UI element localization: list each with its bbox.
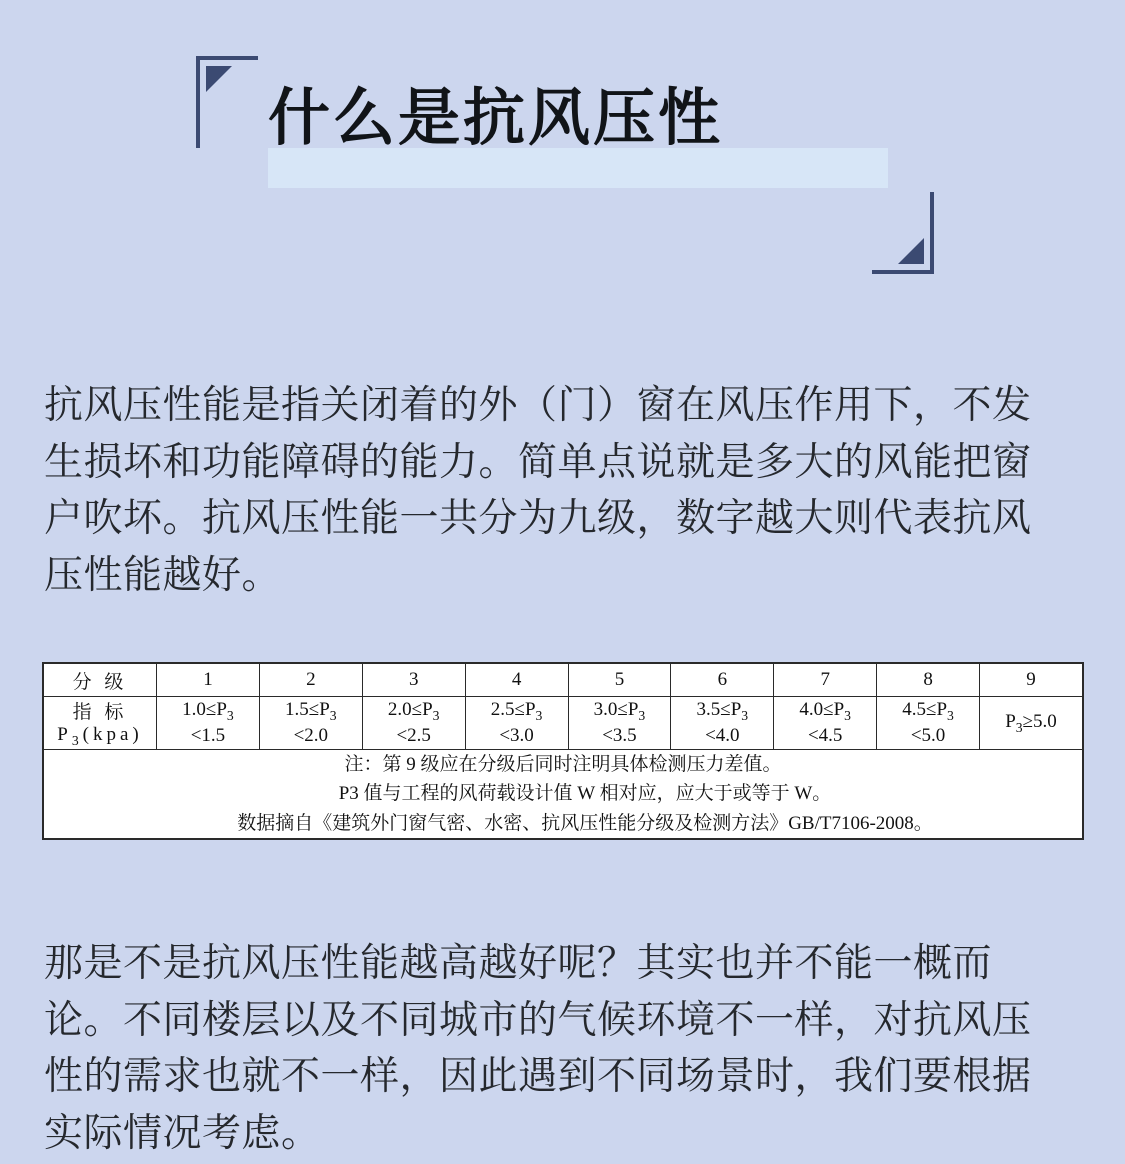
value-cell bbox=[465, 697, 568, 750]
grade-cell: 7 bbox=[774, 664, 877, 697]
value-cell bbox=[568, 697, 671, 750]
row-label-grade: 分 级 bbox=[44, 664, 157, 697]
value-upper: <2.5 bbox=[396, 724, 431, 746]
note-line-1: 注：第 9 级应在分级后同时注明具体检测压力差值。 bbox=[344, 753, 782, 775]
value-lower: $1.5\le P_3$ bbox=[285, 699, 337, 723]
value-upper: <4.5 bbox=[807, 724, 843, 746]
value-upper: <2.0 bbox=[293, 724, 329, 746]
table-row bbox=[44, 664, 1083, 697]
value-upper: <4.0 bbox=[705, 724, 740, 746]
intro-paragraph: 抗风压性能是指关闭着的外（门）窗在风压作用下，不发生损坏和功能障碍的能力。简单点说就是多大的风能把窗户吹坏。抗风压性能一共分为九级，数字越大则代表抗风压性能越好。 bbox=[44, 384, 1032, 597]
grade-cell: 3 bbox=[362, 664, 465, 697]
grade-cell: 4 bbox=[465, 664, 568, 697]
value-lower: $2.5\le P_3$ bbox=[490, 699, 543, 723]
table-note-row bbox=[44, 749, 1083, 838]
value-lower: $3.5\le P_3$ bbox=[696, 699, 749, 723]
value-cell bbox=[980, 697, 1083, 750]
grade-cell: 1 bbox=[157, 664, 260, 697]
note-line-2: P3 值与工程的风荷载设计值 W 相对应，应大于或等于 W。 bbox=[338, 783, 832, 805]
value-lower: $P_3\ge 5.0$ bbox=[1005, 710, 1057, 735]
outro-paragraph: 那是不是抗风压性能越高越好呢？其实也并不能一概而论。不同楼层以及不同城市的气候环境不一样，对抗风压性的需求也就不一样，因此遇到不同场景时，我们要根据实际情况考虑。 bbox=[44, 942, 1032, 1155]
value-upper: <1.5 bbox=[190, 724, 226, 746]
value-cell bbox=[157, 697, 260, 750]
row-label-index-line2: $P_3(kpa)$ bbox=[57, 724, 143, 748]
value-cell bbox=[877, 697, 980, 750]
table-notes bbox=[44, 749, 1083, 838]
note-line-3: 数据摘自《建筑外门窗气密、水密、抗风压性能分级及检测方法》GB/T7106-2008。 bbox=[237, 812, 933, 834]
grade-cell: 6 bbox=[671, 664, 774, 697]
value-cell bbox=[362, 697, 465, 750]
value-lower: $3.0\le P_3$ bbox=[593, 699, 646, 723]
value-upper: <5.0 bbox=[910, 724, 946, 746]
value-cell bbox=[671, 697, 774, 750]
row-label-index bbox=[44, 697, 157, 750]
wind-pressure-grade-table bbox=[42, 662, 1084, 840]
value-lower: $2.0\le P_3$ bbox=[387, 699, 440, 723]
value-lower: $4.0\le P_3$ bbox=[799, 699, 851, 723]
grade-cell: 2 bbox=[259, 664, 362, 697]
value-cell bbox=[259, 697, 362, 750]
grade-cell: 8 bbox=[877, 664, 980, 697]
value-upper: <3.0 bbox=[499, 724, 534, 746]
title-highlight-bar bbox=[268, 148, 888, 188]
row-label-index-line1: 指 标 bbox=[72, 702, 128, 723]
value-lower: $4.5\le P_3$ bbox=[902, 699, 954, 723]
value-cell bbox=[774, 697, 877, 750]
value-upper: <3.5 bbox=[602, 724, 637, 746]
value-lower: $1.0\le P_3$ bbox=[182, 699, 234, 723]
grade-cell: 5 bbox=[568, 664, 671, 697]
page-title: 什么是抗风压性 bbox=[268, 84, 724, 153]
decorative-corner-bottom-right-icon bbox=[872, 192, 934, 274]
decorative-corner-top-left-icon bbox=[196, 56, 258, 148]
page-header bbox=[0, 0, 1125, 300]
grade-cell: 9 bbox=[980, 664, 1083, 697]
